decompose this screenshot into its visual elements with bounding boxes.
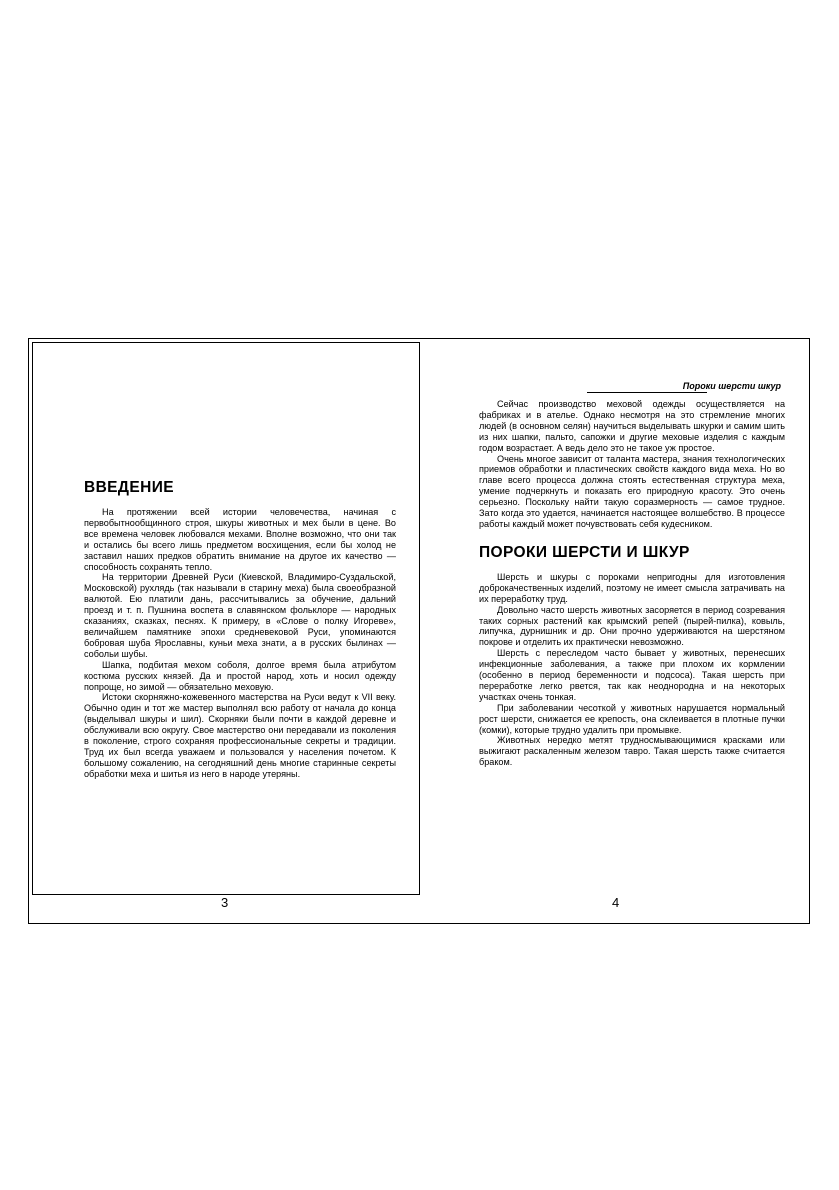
paragraph: Шерсть с переследом часто бывает у животных, перенесших инфекционные заболевания, а также при плохом их кормлении (особенно в период беременности и подсоса). Такая шерсть при переработке легко рвется, так как неоднородна и на некоторых участках очень тонкая. xyxy=(479,648,785,702)
introduction-heading: ВВЕДЕНИЕ xyxy=(84,479,174,496)
running-head-rule xyxy=(587,392,707,393)
right-page-text xyxy=(479,399,785,768)
left-page-text xyxy=(84,479,396,780)
paragraph: Очень многое зависит от таланта мастера, знания технологических приемов обработки и пластических свойств каждого вида меха. Но во главе всего процесса должна стоять естественная структура меха, умение подчеркнуть и показать его природную красоту. Это очень серьезно. Поскольку найти такую соразмерность — самое трудное. Зато когда это удается, начинается настоящее волшебство. В процессе работы каждый может почувствовать себя кудесником. xyxy=(479,453,785,529)
book-spread xyxy=(28,338,810,924)
paragraph: Довольно часто шерсть животных засоряется в период созревания таких сорных растений как крымский репей (пырей-пилка), ковыль, липучка, дурнишник и др. Они прочно удерживаются на шерстяном покрове и отделить их практически невозможно. xyxy=(479,604,785,648)
paragraph: На протяжении всей истории человечества, начиная с первобытнообщинного строя, шкуры животных и мех были в цене. Во все времена человек любовался мехами. Вполне возможно, что они так и остались бы всего лишь предметом восхищения, если бы холод не заставил наших предков обратить внимание на другое их качество — способность сохранять тепло. xyxy=(84,507,396,572)
paragraph: На территории Древней Руси (Киевской, Владимиро-Суздальской, Московской) рухлядь (так называли в старину меха) была своеобразной валютой. Ею платили дань, рассчитывались за обучение, дальний проезд и т. п. Пушнина воспета в славянском фольклоре — народных сказаниях, сказках, песнях. К примеру, в «Слове о полку Игореве», величайшем памятнике эпохи средневековой Руси, упоминаются бобровая шуба Ярославны, куньи меха знати, а в русских былинах — собольи шубы. xyxy=(84,572,396,659)
paragraph: При заболевании чесоткой у животных нарушается нормальный рост шерсти, снижается ее крепость, она склеивается в плотные пучки (комки), которые трудно удалить при промывке. xyxy=(479,702,785,735)
page-number-right: 4 xyxy=(612,895,620,910)
section-heading: ПОРОКИ ШЕРСТИ И ШКУР xyxy=(479,543,690,561)
paragraph: Сейчас производство меховой одежды осуществляется на фабриках и в ателье. Однако несмотря на это стремление многих людей (в основном селян) научиться выделывать шкурки и самим шить из них шапки, пальто, сапожки и другие меховые изделия с каждым годом возрастает. А ведь дело это не такое уж простое. xyxy=(479,399,785,453)
paragraph: Шапка, подбитая мехом соболя, долгое время была атрибутом костюма русских князей. Да и простой народ, хоть и носил одежду попроще, но зимой — обязательно меховую. xyxy=(84,659,396,692)
paragraph: Животных нередко метят трудносмывающимися красками или выжигают раскаленным железом тавро. Такая шерсть также считается браком. xyxy=(479,735,785,768)
paragraph: Шерсть и шкуры с пороками непригодны для изготовления доброкачественных изделий, поэтому не имеет смысла затрачивать на их переработку труд. xyxy=(479,571,785,604)
page-number-left: 3 xyxy=(221,895,229,910)
paragraph: Истоки скорняжно-кожевенного мастерства на Руси ведут к VII веку. Обычно один и тот же мастер выполнял всю работу от начала до конца (выделывал шкуры и шил). Скорняки были почти в каждой деревне и обслуживали всю округу. Свое мастерство они передавали из поколения в поколение, строго сохраняя профессиональные секреты и традиции. Труд их был всегда уважаем и пользовался у населения почетом. К большому сожалению, на сегодняшний день многие старинные секреты обработки меха и шитья из него в народе утеряны. xyxy=(84,692,396,779)
running-head: Пороки шерсти шкур xyxy=(682,381,781,391)
